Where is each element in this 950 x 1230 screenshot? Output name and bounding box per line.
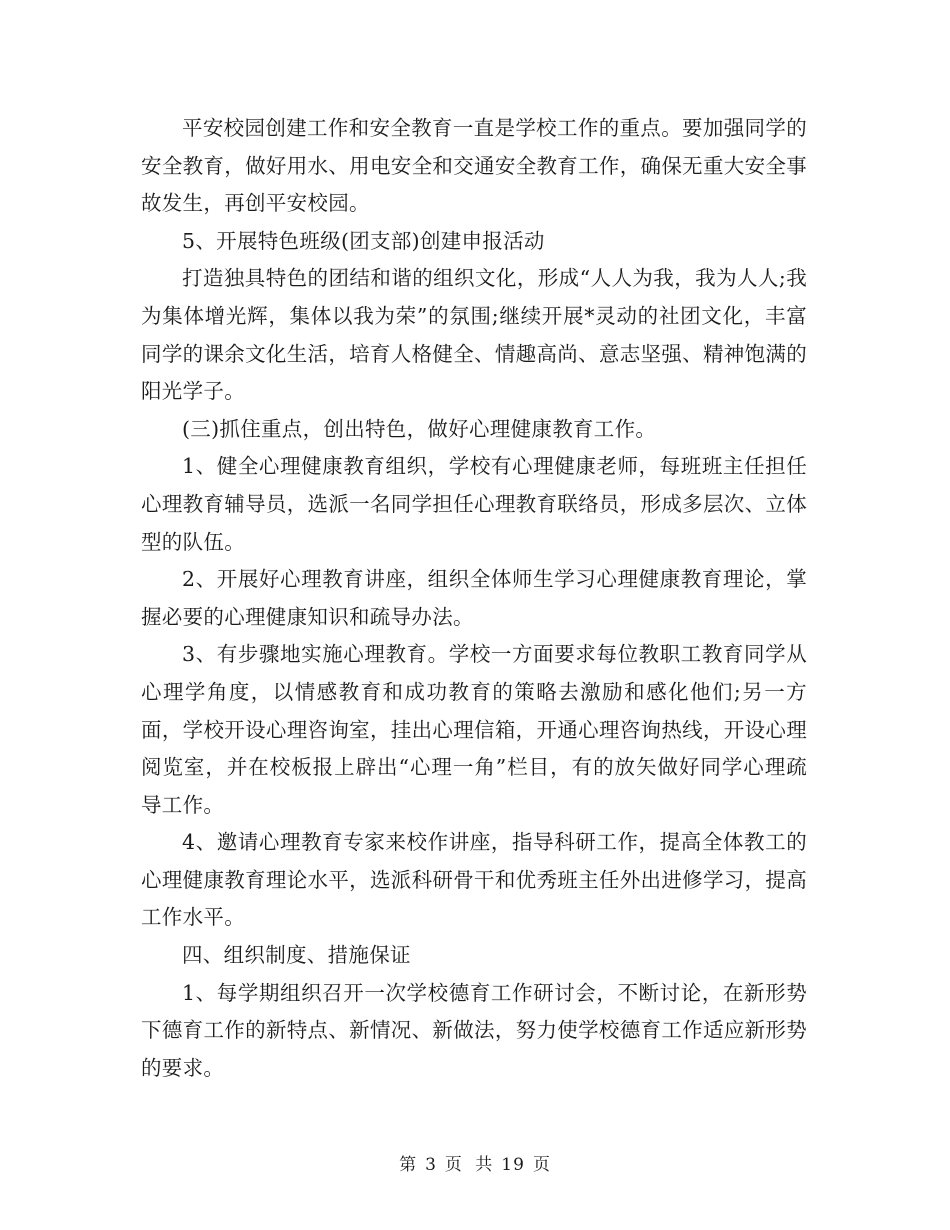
page-footer (0, 1150, 950, 1175)
footer-prefix: 第 (399, 1155, 418, 1175)
paragraph-mental-health-1: 1、健全心理健康教育组织，学校有心理健康老师，每班班主任担任心理教育辅导员，选派一名同学担任心理教育联络员，形成多层次、立体型的队伍。 (141, 454, 807, 554)
paragraph-organization-culture: 打造独具特色的团结和谐的组织文化，形成“人人为我，我为人人;我为集体增光辉，集体以我为荣”的氛围;继续开展*灵动的社团文化，丰富同学的课余文化生活，培育人格健全、情趣高尚、意志坚强、精神饱满的阳光学子。 (141, 266, 807, 404)
footer-middle: 页 共 (444, 1155, 494, 1175)
footer-current-page: 3 (425, 1155, 437, 1175)
paragraph-mental-health-2: 2、开展好心理教育讲座，组织全体师生学习心理健康教育理论，掌握必要的心理健康知识和疏导办法。 (141, 567, 807, 629)
paragraph-safe-campus: 平安校园创建工作和安全教育一直是学校工作的重点。要加强同学的安全教育，做好用水、用电安全和交通安全教育工作，确保无重大安全事故发生，再创平安校园。 (141, 116, 807, 216)
footer-total-pages: 19 (501, 1155, 525, 1175)
document-body (141, 110, 807, 1087)
heading-mental-health: (三)抓住重点，创出特色，做好心理健康教育工作。 (182, 416, 657, 441)
paragraph-mental-health-4: 4、邀请心理教育专家来校作讲座，指导科研工作，提高全体教工的心理健康教育理论水平，选派科研骨干和优秀班主任外出进修学习，提高工作水平。 (141, 830, 807, 930)
paragraph-organization-1: 1、每学期组织召开一次学校德育工作研讨会，不断讨论，在新形势下德育工作的新特点、新情况、新做法，努力使学校德育工作适应新形势的要求。 (141, 980, 807, 1080)
heading-organization-system: 四、组织制度、措施保证 (182, 943, 411, 968)
paragraph-mental-health-3: 3、有步骤地实施心理教育。学校一方面要求每位教职工教育同学从心理学角度，以情感教育和成功教育的策略去激励和感化他们;另一方面，学校开设心理咨询室，挂出心理信箱，开通心理咨询热线，开设心理阅览室，并在校板报上辟出“心理一角”栏目，有的放矢做好同学心理疏导工作。 (141, 642, 807, 817)
footer-suffix: 页 (532, 1155, 551, 1175)
heading-special-class: 5、开展特色班级(团支部)创建申报活动 (182, 228, 545, 253)
